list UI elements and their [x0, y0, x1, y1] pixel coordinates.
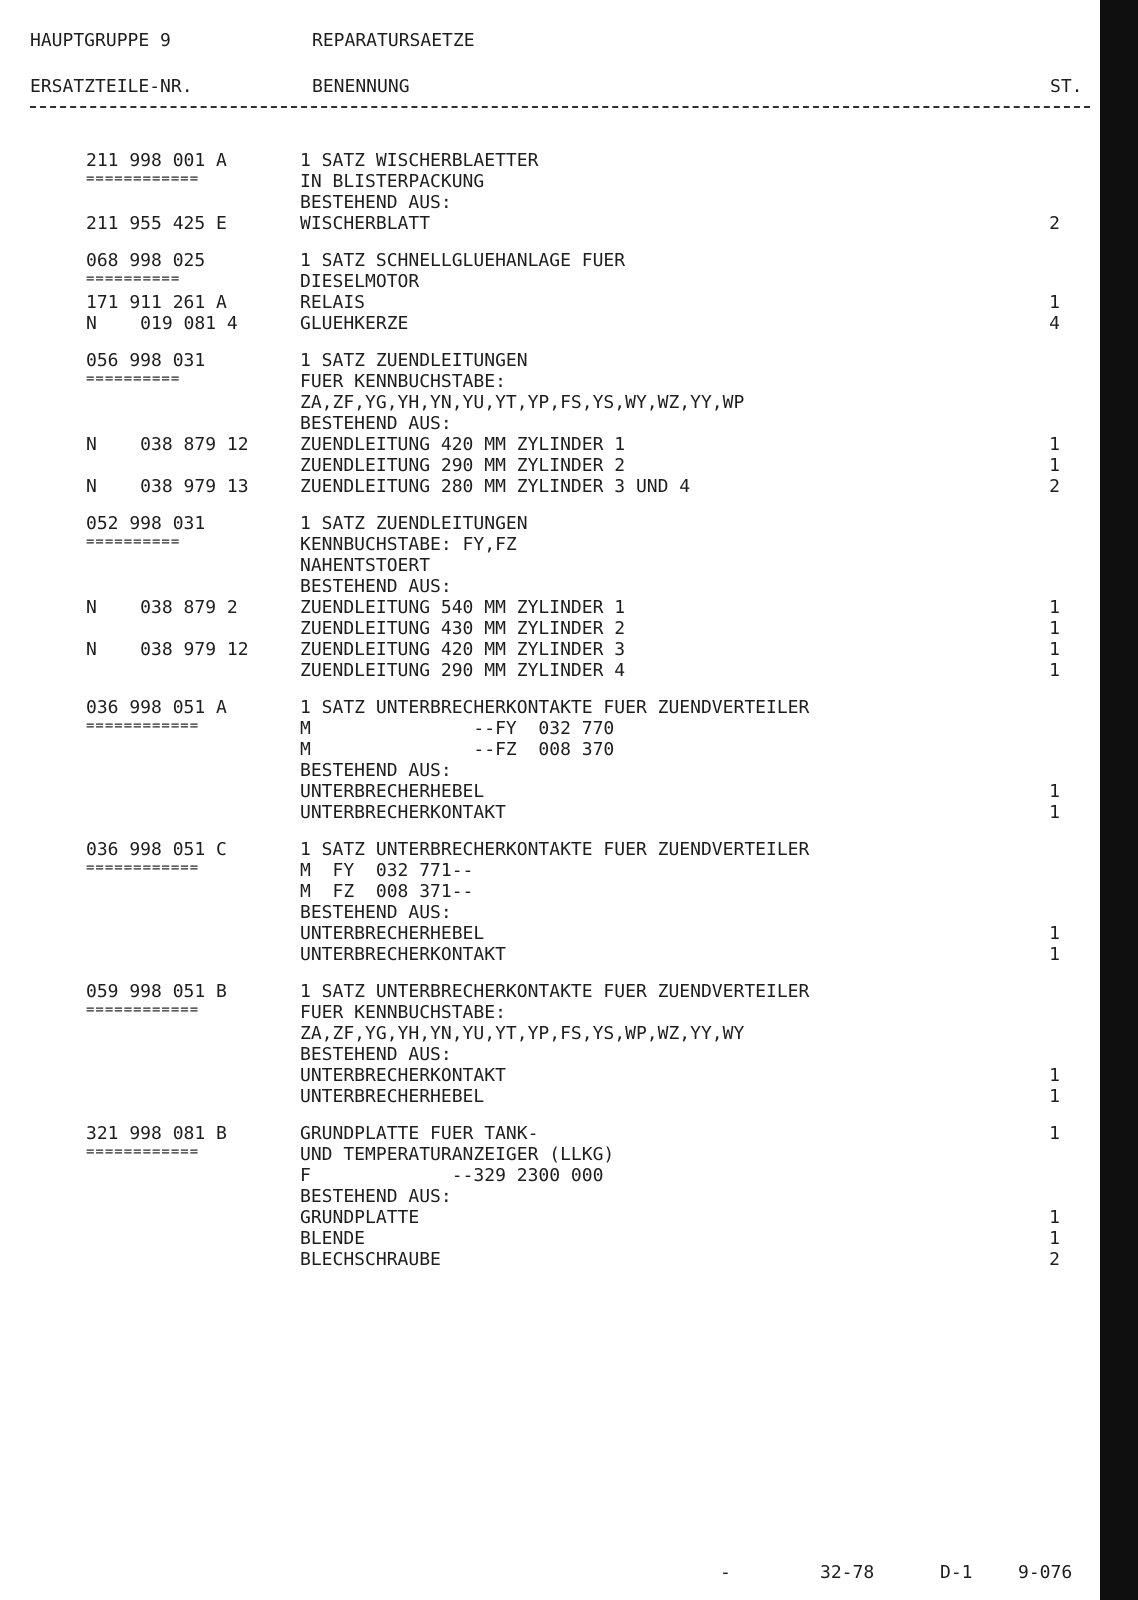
entry-row [0, 350, 1100, 371]
item-description: 1 SATZ ZUENDLEITUNGEN [300, 350, 528, 371]
set-part-number: 056 998 031 [86, 350, 206, 371]
item-quantity: 1 [1049, 660, 1060, 681]
item-description: BESTEHEND AUS: [300, 413, 452, 434]
entry-row [0, 1123, 1100, 1144]
item-description: KENNBUCHSTABE: FY,FZ [300, 534, 517, 555]
entry-row [0, 760, 1100, 781]
item-description: DIESELMOTOR [300, 271, 420, 292]
footer-code-3: 9-076 [1018, 1562, 1073, 1583]
item-quantity: 1 [1049, 639, 1060, 660]
item-quantity: 1 [1049, 944, 1060, 965]
item-description: BLENDE [300, 1228, 366, 1249]
set-part-number: 052 998 031 [86, 513, 206, 534]
parts-entry [0, 839, 1100, 965]
footer-dash: - [720, 1562, 731, 1583]
parts-list [0, 150, 1100, 1286]
item-description: UNTERBRECHERKONTAKT [300, 1065, 506, 1086]
entry-row [0, 455, 1100, 476]
column-header-name: BENENNUNG [312, 76, 410, 97]
part-number-underline: ========== [86, 534, 181, 550]
entry-row [0, 250, 1100, 271]
entry-row [0, 292, 1100, 313]
item-quantity: 4 [1049, 313, 1060, 334]
entry-row [0, 1165, 1100, 1186]
item-description: 1 SATZ UNTERBRECHERKONTAKTE FUER ZUENDVERTEILER [300, 981, 810, 1002]
component-part-number: N 038 979 12 [86, 639, 249, 660]
footer-code-1: 32-78 [820, 1562, 875, 1583]
item-description: NAHENTSTOERT [300, 555, 431, 576]
item-description: ZUENDLEITUNG 430 MM ZYLINDER 2 [300, 618, 626, 639]
item-quantity: 1 [1049, 1207, 1060, 1228]
parts-entry [0, 350, 1100, 497]
item-description: BLECHSCHRAUBE [300, 1249, 441, 1270]
item-quantity: 2 [1049, 213, 1060, 234]
item-description: 1 SATZ WISCHERBLAETTER [300, 150, 539, 171]
item-quantity: 1 [1049, 923, 1060, 944]
entry-row [0, 944, 1100, 965]
item-quantity: 1 [1049, 781, 1060, 802]
item-description: BESTEHEND AUS: [300, 192, 452, 213]
part-number-underline: ============ [86, 1144, 200, 1160]
entry-row [0, 802, 1100, 823]
entry-row [0, 781, 1100, 802]
column-header-part-number: ERSATZTEILE-NR. [30, 76, 193, 97]
item-quantity: 2 [1049, 476, 1060, 497]
item-description: UNTERBRECHERHEBEL [300, 1086, 485, 1107]
item-description: GRUNDPLATTE [300, 1207, 420, 1228]
entry-row [0, 1086, 1100, 1107]
entry-row [0, 1002, 1100, 1023]
item-description: ZUENDLEITUNG 420 MM ZYLINDER 3 [300, 639, 626, 660]
entry-row [0, 1065, 1100, 1086]
part-number-underline: ============ [86, 1002, 200, 1018]
item-description: GLUEHKERZE [300, 313, 409, 334]
entry-row [0, 534, 1100, 555]
set-part-number: 068 998 025 [86, 250, 206, 271]
entry-row [0, 434, 1100, 455]
item-description: ZUENDLEITUNG 290 MM ZYLINDER 2 [300, 455, 626, 476]
entry-row [0, 555, 1100, 576]
entry-row [0, 597, 1100, 618]
item-description: ZUENDLEITUNG 290 MM ZYLINDER 4 [300, 660, 626, 681]
item-description: FUER KENNBUCHSTABE: [300, 371, 506, 392]
item-description: BESTEHEND AUS: [300, 1044, 452, 1065]
part-number-underline: ============ [86, 860, 200, 876]
item-description: BESTEHEND AUS: [300, 1186, 452, 1207]
entry-row [0, 150, 1100, 171]
entry-row [0, 839, 1100, 860]
item-description: ZA,ZF,YG,YH,YN,YU,YT,YP,FS,YS,WY,WZ,YY,WP [300, 392, 745, 413]
entry-row [0, 192, 1100, 213]
set-part-number: 036 998 051 A [86, 697, 227, 718]
item-quantity: 1 [1049, 618, 1060, 639]
item-description: FUER KENNBUCHSTABE: [300, 1002, 506, 1023]
item-description: UNTERBRECHERKONTAKT [300, 802, 506, 823]
component-part-number: N 038 979 13 [86, 476, 249, 497]
entry-row [0, 213, 1100, 234]
component-part-number: N 019 081 4 [86, 313, 238, 334]
item-quantity: 1 [1049, 802, 1060, 823]
entry-row [0, 660, 1100, 681]
entry-row [0, 618, 1100, 639]
entry-row [0, 718, 1100, 739]
entry-row [0, 639, 1100, 660]
item-description: M --FY 032 770 [300, 718, 615, 739]
part-number-underline: ========== [86, 371, 181, 387]
item-description: UND TEMPERATURANZEIGER (LLKG) [300, 1144, 615, 1165]
item-description: 1 SATZ SCHNELLGLUEHANLAGE FUER [300, 250, 626, 271]
item-description: 1 SATZ UNTERBRECHERKONTAKTE FUER ZUENDVERTEILER [300, 839, 810, 860]
item-description: M FZ 008 371-- [300, 881, 474, 902]
entry-row [0, 171, 1100, 192]
set-part-number: 036 998 051 C [86, 839, 227, 860]
entry-row [0, 1228, 1100, 1249]
footer-code-2: D-1 [940, 1562, 973, 1583]
item-quantity: 1 [1049, 597, 1060, 618]
entry-row [0, 697, 1100, 718]
entry-row [0, 371, 1100, 392]
item-quantity: 1 [1049, 1123, 1060, 1144]
component-part-number: N 038 879 2 [86, 597, 238, 618]
item-description: ZUENDLEITUNG 540 MM ZYLINDER 1 [300, 597, 626, 618]
set-part-number: 321 998 081 B [86, 1123, 227, 1144]
entry-row [0, 1144, 1100, 1165]
parts-entry [0, 981, 1100, 1107]
item-description: ZUENDLEITUNG 280 MM ZYLINDER 3 UND 4 [300, 476, 691, 497]
parts-entry [0, 697, 1100, 823]
item-quantity: 1 [1049, 434, 1060, 455]
item-quantity: 1 [1049, 1065, 1060, 1086]
item-description: BESTEHEND AUS: [300, 760, 452, 781]
item-description: WISCHERBLATT [300, 213, 431, 234]
item-description: 1 SATZ ZUENDLEITUNGEN [300, 513, 528, 534]
entry-row [0, 923, 1100, 944]
item-description: ZA,ZF,YG,YH,YN,YU,YT,YP,FS,YS,WP,WZ,YY,WY [300, 1023, 745, 1044]
item-description: M --FZ 008 370 [300, 739, 615, 760]
group-title: REPARATURSAETZE [312, 30, 475, 51]
item-description: 1 SATZ UNTERBRECHERKONTAKTE FUER ZUENDVERTEILER [300, 697, 810, 718]
entry-row [0, 1186, 1100, 1207]
entry-row [0, 476, 1100, 497]
header-rule [30, 106, 1090, 108]
entry-row [0, 1249, 1100, 1270]
entry-row [0, 1044, 1100, 1065]
part-number-underline: ============ [86, 171, 200, 187]
item-quantity: 1 [1049, 455, 1060, 476]
entry-row [0, 881, 1100, 902]
item-description: ZUENDLEITUNG 420 MM ZYLINDER 1 [300, 434, 626, 455]
entry-row [0, 902, 1100, 923]
component-part-number: 211 955 425 E [86, 213, 227, 234]
item-quantity: 1 [1049, 1086, 1060, 1107]
item-description: M FY 032 771-- [300, 860, 474, 881]
item-description: BESTEHEND AUS: [300, 576, 452, 597]
entry-row [0, 860, 1100, 881]
parts-entry [0, 513, 1100, 681]
item-description: UNTERBRECHERKONTAKT [300, 944, 506, 965]
item-quantity: 1 [1049, 292, 1060, 313]
entry-row [0, 576, 1100, 597]
item-description: UNTERBRECHERHEBEL [300, 923, 485, 944]
set-part-number: 059 998 051 B [86, 981, 227, 1002]
item-description: IN BLISTERPACKUNG [300, 171, 485, 192]
item-description: UNTERBRECHERHEBEL [300, 781, 485, 802]
entry-row [0, 1023, 1100, 1044]
entry-row [0, 981, 1100, 1002]
parts-entry [0, 150, 1100, 234]
item-description: GRUNDPLATTE FUER TANK- [300, 1123, 539, 1144]
parts-entry [0, 1123, 1100, 1270]
set-part-number: 211 998 001 A [86, 150, 227, 171]
component-part-number: 171 911 261 A [86, 292, 227, 313]
entry-row [0, 392, 1100, 413]
item-description: RELAIS [300, 292, 366, 313]
entry-row [0, 413, 1100, 434]
entry-row [0, 1207, 1100, 1228]
column-header-quantity: ST. [1050, 76, 1083, 97]
item-description: F --329 2300 000 [300, 1165, 604, 1186]
entry-row [0, 739, 1100, 760]
scan-edge [1100, 0, 1138, 1600]
item-quantity: 2 [1049, 1249, 1060, 1270]
part-number-underline: ============ [86, 718, 200, 734]
entry-row [0, 313, 1100, 334]
entry-row [0, 513, 1100, 534]
item-quantity: 1 [1049, 1228, 1060, 1249]
group-label: HAUPTGRUPPE 9 [30, 30, 171, 51]
part-number-underline: ========== [86, 271, 181, 287]
component-part-number: N 038 879 12 [86, 434, 249, 455]
parts-entry [0, 250, 1100, 334]
entry-row [0, 271, 1100, 292]
item-description: BESTEHEND AUS: [300, 902, 452, 923]
